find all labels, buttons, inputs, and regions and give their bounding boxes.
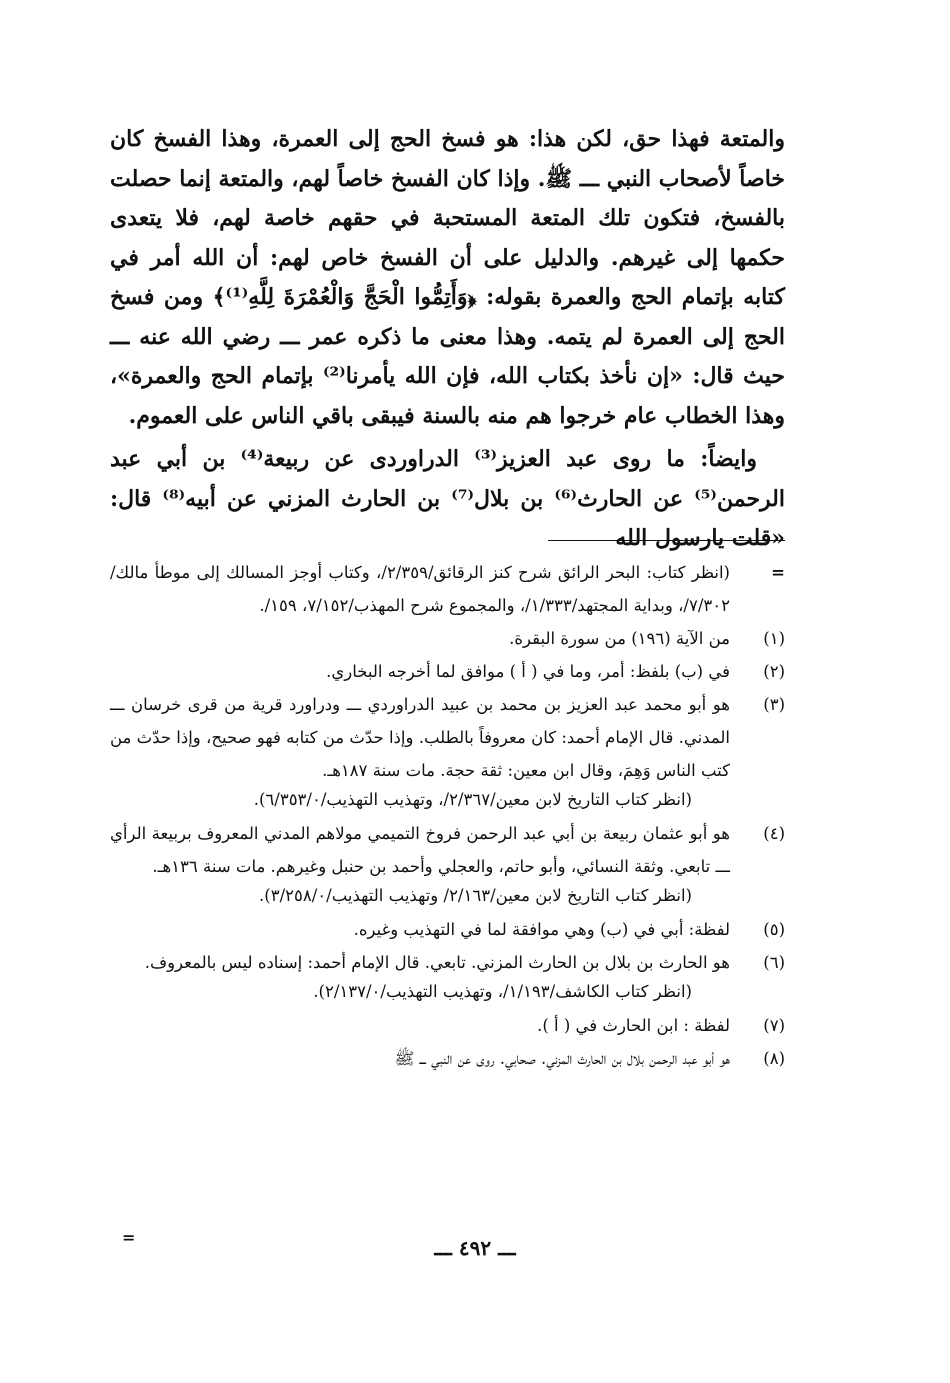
footnote-text: هو الحارث بن بلال بن الحارث المزني. تابعي. قال الإمام أحمد: إسناده ليس بالمعروف.: [144, 953, 730, 972]
footnote-number: (٤): [763, 824, 785, 843]
footnote-text: هو أبو عثمان ربيعة بن أبي عبد الرحمن فروخ التميمي مولاهم المدني المعروف بربيعة الرأي ـــ تابعي. وثقة النسائي، وأبو حاتم، والعجلي وأحمد بن حنبل وغيرهم. مات سنة ١٣٦هـ.: [110, 824, 730, 876]
footnote-text: لفظة: أبي في (ب) وهي موافقة لما في التهذيب وغيره.: [353, 920, 730, 939]
footnote-3: [110, 688, 785, 813]
footnote-number: (٨): [763, 1049, 785, 1068]
footnote-4: [110, 817, 785, 909]
footnote-continuation: [110, 556, 785, 622]
footnote-6: [110, 946, 785, 1005]
footnote-number: (٧): [763, 1016, 785, 1035]
footnote-2: [110, 655, 785, 688]
footnote-number: (٦): [763, 953, 785, 972]
footnote-source: (انظر كتاب التاريخ لابن معين/٢/١٦٣/ وتهذيب التهذيب/٣/٢٥٨/٠).: [259, 886, 692, 905]
body-paragraph-1: والمتعة فهذا حق، لكن هذا: هو فسخ الحج إلى العمرة، وهذا الفسخ كان خاصاً لأصحاب النبي ـــ ﷺ. وإذا كان الفسخ خاصاً لهم، والمتعة إنما حصلت بالفسخ، فتكون تلك المتعة المستحبة في حقهم خاصة لهم، فلا يتعدى حكمها إلى غيرهم. والدليل على أن الفسخ خاص لهم: أن الله أمر في كتابه بإتمام الحج والعمرة بقوله: ﴿وَأَتِمُّوا الْحَجَّ وَالْعُمْرَةَ لِلَّهِ⁽¹⁾﴾ ومن فسخ الحج إلى العمرة لم يتمه. وهذا معنى ما ذكره عمر ـــ رضي الله عنه ـــ حيث قال: «إن نأخذ بكتاب الله، فإن الله يأمرنا⁽²⁾ بإتمام الحج والعمرة»، وهذا الخطاب عام خرجوا هم منه بالسنة فيبقى باقي الناس على العموم.: [110, 126, 786, 429]
continuation-mark: =: [771, 563, 785, 582]
page-number: ـــ ٤٩٢ ـــ: [434, 1236, 516, 1260]
footnote-number: (٣): [763, 695, 785, 714]
footnote-text: هو أبو محمد عبد العزيز بن محمد بن عبيد الدراوردي ـــ ودراورد قرية من قرى خرسان ـــ المدني. قال الإمام أحمد: كان معروفاً بالطلب. وإذا حدّث من كتابه فهو صحيح، وإذا حدّث من كتب الناس وَهِمَ، وقال ابن معين: ثقة حجة. مات سنة ١٨٧هـ.: [110, 695, 730, 780]
footnote-number: (٥): [763, 920, 785, 939]
footnote-7: [110, 1009, 785, 1042]
footnote-8: [110, 1042, 785, 1075]
footnote-text: في (ب) بلفظ: أمر، وما في ( أ ) موافق لما أخرجه البخاري.: [326, 662, 730, 681]
continuation-text: (انظر كتاب: البحر الرائق شرح كنز الرقائق/٢/٣٥٩/، وكتاب أوجز المسالك إلى موطأ مالك/٧/٣٠٢/، وبداية المجتهد/١/٣٣٣/، والمجموع شرح المهذب/٧/١٥٢، ١٥٩/.: [110, 563, 730, 615]
main-text: [110, 120, 785, 559]
footnotes: [110, 556, 785, 1075]
footnote-number: (٢): [763, 662, 785, 681]
footnote-1: [110, 622, 785, 655]
body-paragraph-2: وايضاً: ما روى عبد العزيز⁽³⁾ الدراوردى عن ربيعة⁽⁴⁾ بن أبي عبد الرحمن⁽⁵⁾ عن الحارث⁽⁶⁾ بن بلال⁽⁷⁾ بن الحارث المزني عن أبيه⁽⁸⁾ قال: «قلت يارسول الله: [110, 446, 785, 551]
footnote-5: [110, 913, 785, 946]
footnote-text: هو أبو عبد الرحمن بلال بن الحارث المزني. صحابي. روى عن النبي ـــ ﷺ: [394, 1049, 730, 1068]
continuation-mark-bottom: =: [122, 1228, 136, 1247]
footnote-source: (انظر كتاب التاريخ لابن معين/٢/٣٦٧/، وتهذيب التهذيب/٦/٣٥٣/٠).: [253, 790, 692, 809]
footnote-text: من الآية (١٩٦) من سورة البقرة.: [509, 629, 730, 648]
footnote-source: (انظر كتاب الكاشف/١/١٩٣/، وتهذيب التهذيب/٢/١٣٧/٠).: [313, 982, 692, 1001]
footnote-number: (١): [763, 629, 785, 648]
footnote-text: لفظة : ابن الحارث في ( أ ).: [537, 1016, 730, 1035]
footnote-separator: [548, 540, 785, 541]
